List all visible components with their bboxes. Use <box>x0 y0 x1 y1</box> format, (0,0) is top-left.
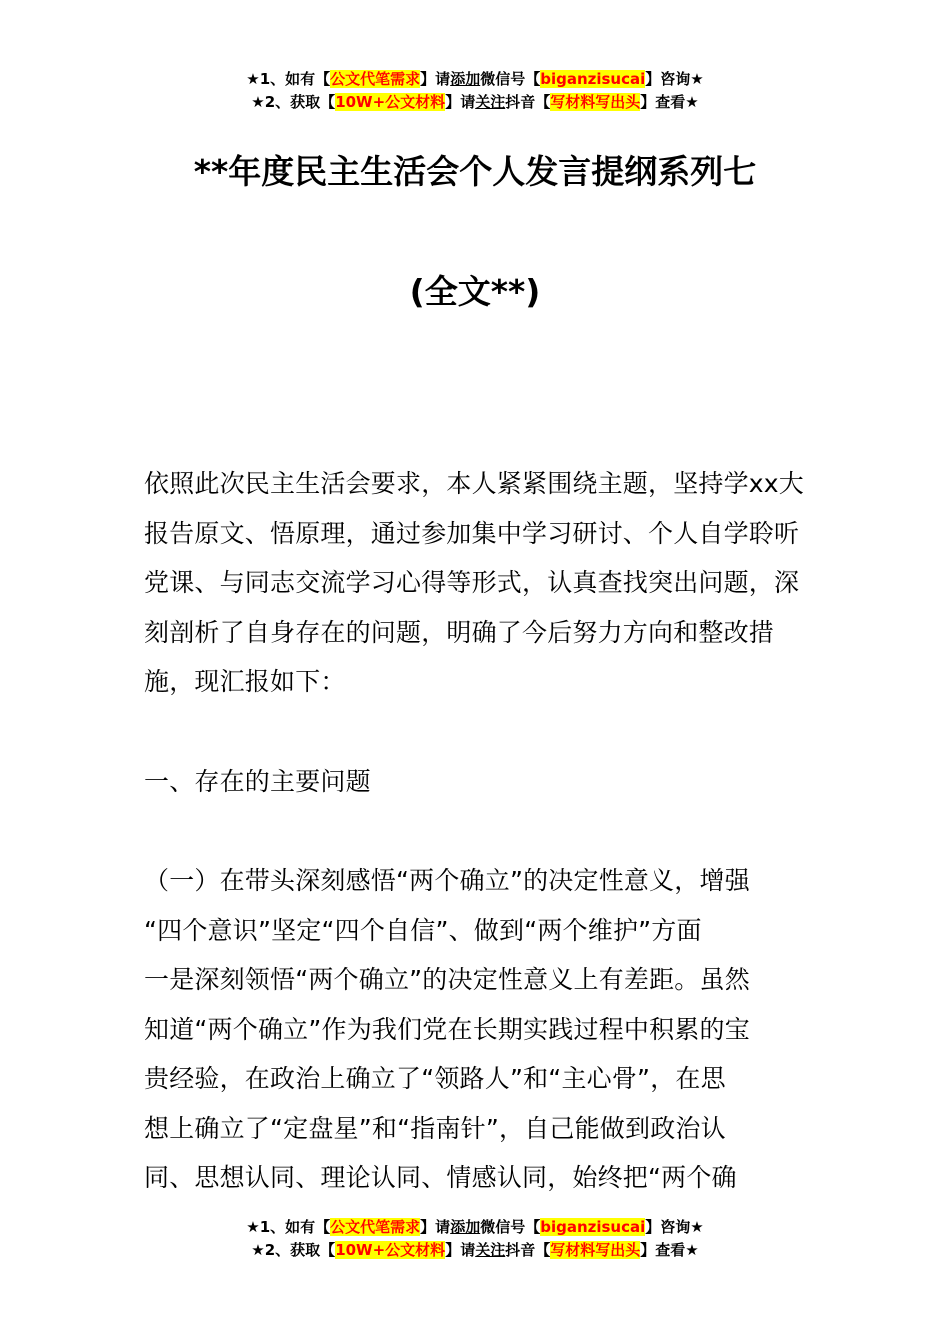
promo-text: 】请 <box>445 93 476 111</box>
section-heading: 一、存在的主要问题 <box>144 767 371 796</box>
promo-text: 】咨询★ <box>645 70 704 88</box>
promo-text: ★2、获取【 <box>251 1241 336 1259</box>
promo-text: 抖音【 <box>505 93 551 111</box>
paragraph-line: “四个意识”坚定“四个自信”、做到“两个维护”方面 <box>144 915 702 945</box>
promo-text: 】请 <box>420 70 451 88</box>
paragraph-line: （一）在带头深刻感悟“两个确立”的决定性意义，增强 <box>144 866 750 895</box>
document-subtitle: (全文**) <box>409 272 541 311</box>
promo-text: 微信号【 <box>480 1218 541 1236</box>
promo-underlined: 添加 <box>450 1218 481 1236</box>
paragraph-line: 同、思想认同、理论认同、情感认同，始终把“两个确 <box>144 1163 737 1192</box>
promo-banner-bottom <box>0 1216 950 1262</box>
paragraph-line: 贵经验，在政治上确立了“领路人”和“主心骨”，在思 <box>144 1064 726 1093</box>
intro-paragraph: 依照此次民主生活会要求，本人紧紧围绕主题，坚持学xx大报告原文、悟原理，通过参加集中学习研讨、个人自学聆听党课、与同志交流学习心得等形式，认真查找突出问题，深刻剖析了自身存在的问题，明确了今后努力方向和整改措施，现汇报如下： <box>144 469 804 696</box>
promo-text: ★1、如有【 <box>246 70 331 88</box>
paragraph-line: 一是深刻领悟“两个确立”的决定性意义上有差距。虽然 <box>144 965 750 994</box>
paragraph-line: 知道“两个确立”作为我们党在长期实践过程中积累的宝 <box>144 1014 750 1044</box>
promo-highlight: 写材料写出头 <box>550 93 641 111</box>
promo-highlight: biganzisucai <box>540 1218 646 1236</box>
promo-underlined: 关注 <box>475 1241 506 1259</box>
document-title: **年度民主生活会个人发言提纲系列七 <box>193 152 757 191</box>
promo-banner-top <box>0 68 950 114</box>
promo-highlight: biganzisucai <box>540 70 646 88</box>
promo-text: 】查看★ <box>640 93 699 111</box>
promo-text: 】查看★ <box>640 1241 699 1259</box>
promo-text: 】请 <box>420 1218 451 1236</box>
promo-highlight: 公文代笔需求 <box>330 70 421 88</box>
promo-text: 】咨询★ <box>645 1218 704 1236</box>
promo-underlined: 关注 <box>475 93 506 111</box>
promo-text: 抖音【 <box>505 1241 551 1259</box>
promo-line-1 <box>0 1216 950 1239</box>
promo-text: 微信号【 <box>480 70 541 88</box>
promo-highlight: 公文代笔需求 <box>330 1218 421 1236</box>
paragraph-line: 想上确立了“定盘星”和“指南针”，自己能做到政治认 <box>144 1113 726 1143</box>
subsection-paragraph <box>144 856 809 1203</box>
promo-highlight: 写材料写出头 <box>550 1241 641 1259</box>
promo-text: ★2、获取【 <box>251 93 336 111</box>
promo-line-2 <box>0 1239 950 1262</box>
promo-highlight: 10W+公文材料 <box>335 1241 446 1259</box>
promo-highlight: 10W+公文材料 <box>335 93 446 111</box>
promo-line-1 <box>0 68 950 91</box>
promo-text: ★1、如有【 <box>246 1218 331 1236</box>
promo-underlined: 添加 <box>450 70 481 88</box>
promo-line-2 <box>0 91 950 114</box>
promo-text: 】请 <box>445 1241 476 1259</box>
